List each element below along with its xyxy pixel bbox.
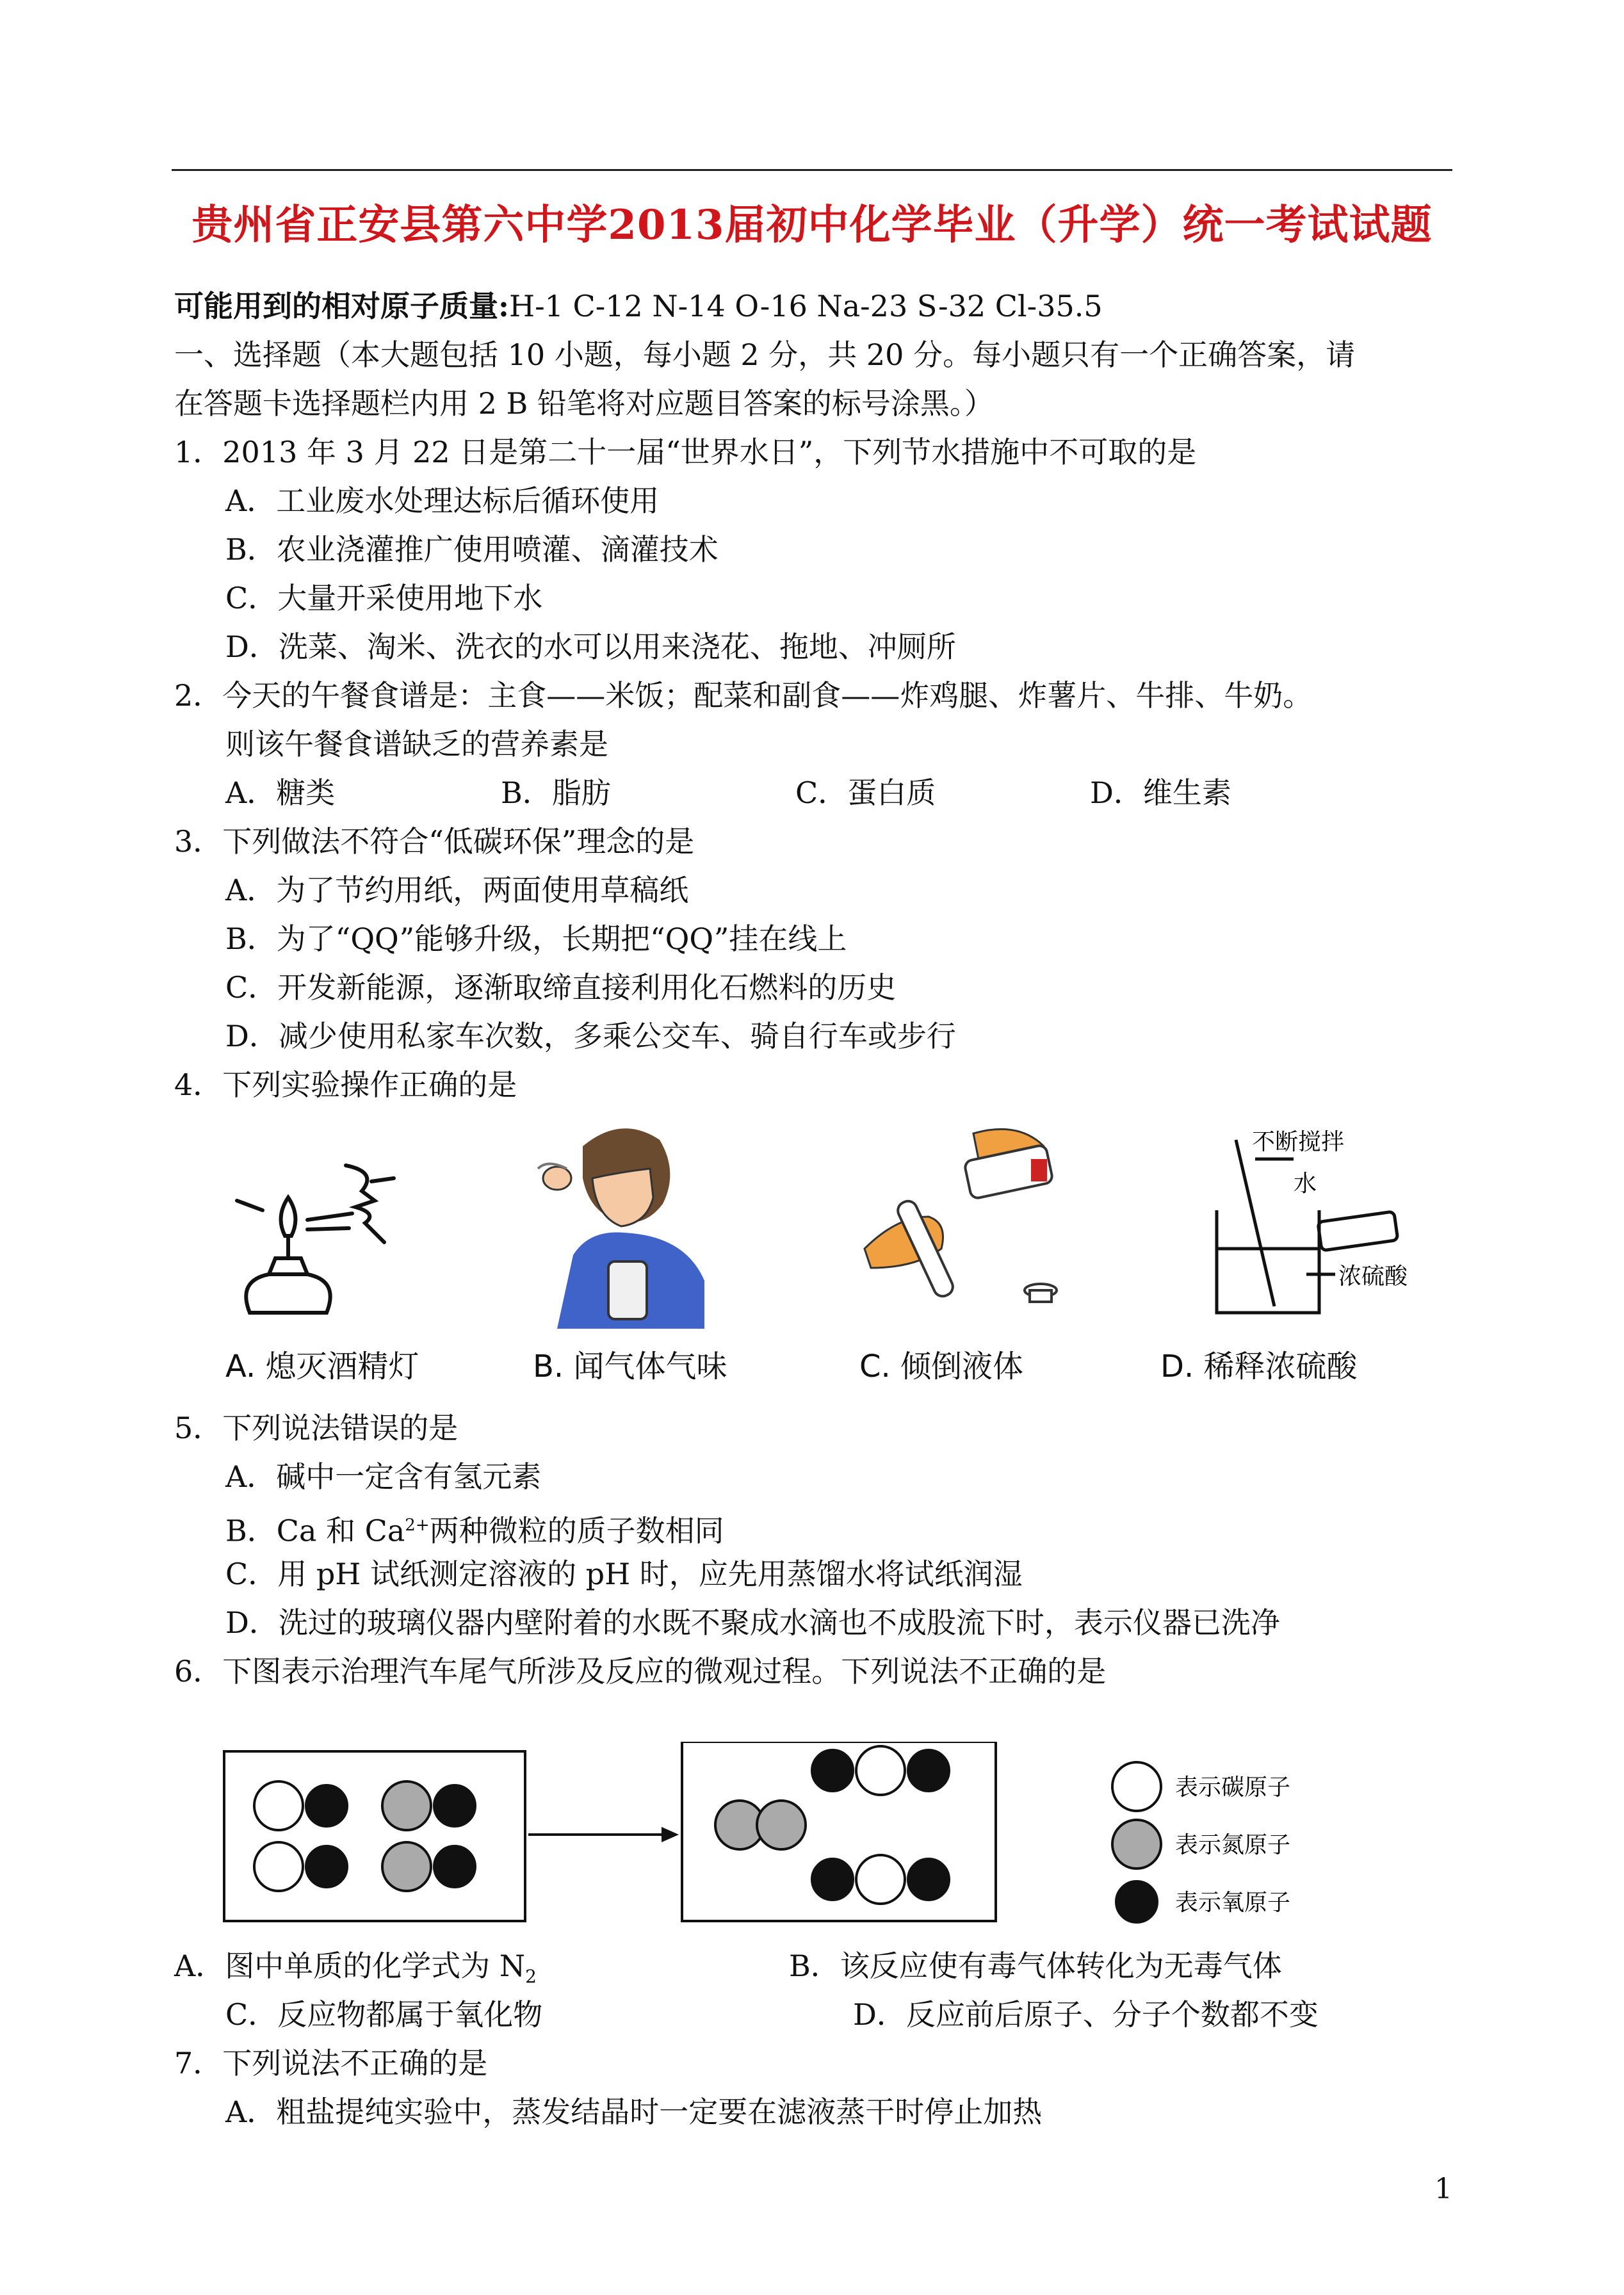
q6-option-c: C．反应物都属于氧化物 — [225, 1997, 543, 2032]
q3-option-c: C．开发新能源，逐渐取缔直接利用化石燃料的历史 — [225, 970, 897, 1005]
q3-option-d: D．减少使用私家车次数，多乘公交车、骑自行车或步行 — [225, 1019, 956, 1053]
q5-option-b-pre: B．Ca 和 Ca — [225, 1513, 405, 1548]
q2-stem-line1: 2．今天的午餐食谱是：主食——米饭；配菜和副食——炸鸡腿、炸薯片、牛排、牛奶。 — [174, 678, 1313, 713]
q5-option-d: D．洗过的玻璃仪器内壁附着的水既不聚成水滴也不成股流下时，表示仪器已洗净 — [225, 1605, 1280, 1640]
q5-stem: 5．下列说法错误的是 — [174, 1411, 459, 1445]
q6-option-a — [174, 1947, 537, 1996]
section1-line2: 在答题卡选择题栏内用 2 B 铅笔将对应题目答案的标号涂黑。） — [174, 386, 994, 421]
q2-stem-line2: 则该午餐食谱缺乏的营养素是 — [225, 727, 608, 761]
q2-option-b: B．脂肪 — [501, 775, 611, 810]
section1-line1: 一、选择题（本大题包括 10 小题，每小题 2 分，共 20 分。每小题只有一个正确答案，请 — [174, 337, 1356, 372]
q5-option-c: C．用 pH 试纸测定溶液的 pH 时，应先用蒸馏水将试纸润湿 — [225, 1557, 1023, 1591]
q2-option-c: C．蛋白质 — [795, 775, 936, 810]
q4-caption-a: A. 熄灭酒精灯 — [225, 1349, 419, 1384]
page-title: 贵州省正安县第六中学2013届初中化学毕业（升学）统一考试试题 — [191, 201, 1433, 249]
q4-caption-b: B. 闻气体气味 — [533, 1349, 727, 1384]
label-acid: 浓硫酸 — [1338, 1263, 1408, 1290]
q5-option-b-charge: 2+ — [405, 1516, 430, 1535]
label-stir: 不断搅拌 — [1252, 1129, 1345, 1155]
reaction-micro-diagram — [221, 1742, 1425, 1934]
atomic-mass-values: H-1 C-12 N-14 O-16 Na-23 S-32 Cl-35.5 — [508, 289, 1103, 323]
q4-caption-d: D. 稀释浓硫酸 — [1160, 1349, 1358, 1384]
smelling-gas-illustration — [512, 1108, 724, 1338]
q5-option-b — [225, 1506, 724, 1550]
q3-option-b: B．为了“QQ”能够升级，长期把“QQ”挂在线上 — [225, 921, 847, 956]
legend-carbon: 表示碳原子 — [1175, 1774, 1291, 1801]
q5-option-a: A．碱中一定含有氢元素 — [225, 1459, 542, 1494]
diluting-acid-illustration — [1191, 1121, 1422, 1332]
pouring-liquid-illustration — [852, 1121, 1069, 1313]
q4-caption-c: C. 倾倒液体 — [859, 1349, 1024, 1384]
q1-option-d: D．洗菜、淘米、洗衣的水可以用来浇花、拖地、冲厕所 — [225, 629, 956, 664]
legend-oxygen: 表示氧原子 — [1175, 1890, 1291, 1916]
q6-option-b: B．该反应使有毒气体转化为无毒气体 — [789, 1949, 1282, 1983]
q2-option-a: A．糖类 — [225, 775, 336, 810]
q7-stem: 7．下列说法不正确的是 — [174, 2046, 488, 2080]
legend-nitrogen: 表示氮原子 — [1175, 1832, 1291, 1858]
page-number: 1 — [1434, 2173, 1452, 2205]
q3-stem: 3．下列做法不符合“低碳环保”理念的是 — [174, 824, 695, 859]
atomic-mass-line — [174, 287, 1103, 325]
label-water: 水 — [1294, 1171, 1317, 1197]
q6-option-a-text: A．图中单质的化学式为 N — [174, 1949, 526, 1983]
q1-option-c: C．大量开采使用地下水 — [225, 581, 543, 615]
q7-option-a: A．粗盐提纯实验中，蒸发结晶时一定要在滤液蒸干时停止加热 — [225, 2095, 1043, 2129]
q2-option-d: D．维生素 — [1090, 775, 1231, 810]
q6-stem: 6．下图表示治理汽车尾气所涉及反应的微观过程。下列说法不正确的是 — [174, 1654, 1107, 1689]
q5-option-b-post: 两种微粒的质子数相同 — [429, 1513, 724, 1548]
header-rule — [172, 169, 1452, 171]
q6-option-a-sub: 2 — [525, 1966, 537, 1988]
q1-option-a: A．工业废水处理达标后循环使用 — [225, 483, 660, 518]
atomic-mass-label: 可能用到的相对原子质量: — [174, 289, 509, 323]
q1-option-b: B．农业浇灌推广使用喷灌、滴灌技术 — [225, 532, 719, 567]
q4-stem: 4．下列实验操作正确的是 — [174, 1067, 517, 1102]
q3-option-a: A．为了节约用纸，两面使用草稿纸 — [225, 873, 689, 907]
alcohol-lamp-illustration — [224, 1153, 416, 1332]
q6-option-d: D．反应前后原子、分子个数都不变 — [853, 1997, 1319, 2032]
q1-stem: 1．2013 年 3 月 22 日是第二十一届“世界水日”，下列节水措施中不可取的是 — [174, 435, 1197, 469]
